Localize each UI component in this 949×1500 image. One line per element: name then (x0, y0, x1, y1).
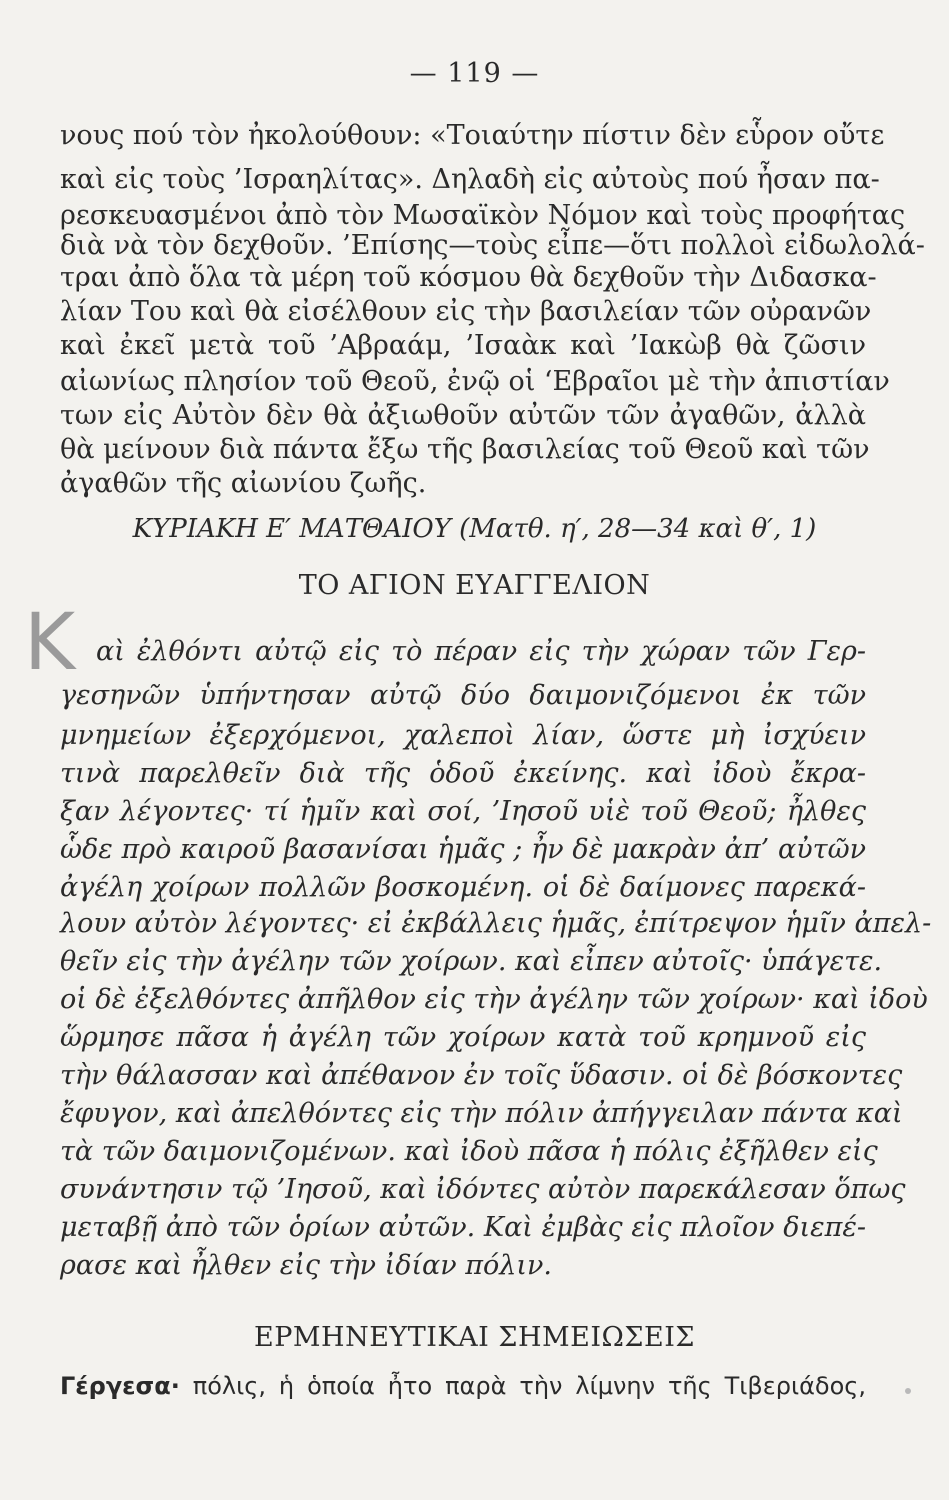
paper-speck (905, 1388, 911, 1394)
drop-cap: Κ (24, 598, 76, 688)
text-line: συνάντησιν τῷ ’Ιησοῦ, καὶ ἰδόντες αὐτὸν παρεκάλεσαν ὅπως (60, 1174, 906, 1205)
note-term: Γέργεσα· (60, 1372, 180, 1400)
text-line: ρασε καὶ ἦλθεν εἰς τὴν ἰδίαν πόλιν. (60, 1250, 552, 1281)
page-number: — 119 — (409, 58, 540, 89)
text-line: τὰ τῶν δαιμονιζομένων. καὶ ἰδοὺ πᾶσα ἡ πόλις ἐξῆλθεν εἰς (60, 1136, 878, 1167)
text-line: γεσηνῶν ὑπήντησαν αὐτῷ δύο δαιμονιζόμενοι ἐκ τῶν (60, 680, 866, 711)
note-text: πόλις, ἡ ὁποία ἦτο παρὰ τὴν λίμνην τῆς Τιβεριάδος, (192, 1372, 866, 1400)
text-line: ἀγαθῶν τῆς αἰωνίου ζωῆς. (60, 468, 427, 499)
text-line: μεταβῇ ἀπὸ τῶν ὁρίων αὐτῶν. Καὶ ἐμβὰς εἰς πλοῖον διεπέ- (60, 1212, 866, 1243)
text-line: των εἰς Αὐτὸν δὲν θὰ ἀξιωθοῦν αὐτῶν τῶν ἀγαθῶν, ἀλλὰ (60, 400, 866, 431)
text-line: ξαν λέγοντες· τί ἡμῖν καὶ σοί, ’Ιησοῦ υἱὲ τοῦ Θεοῦ; ἦλθες (60, 796, 866, 827)
text-line: καὶ εἰς τοὺς ’Ισραηλίτας». Δηλαδὴ εἰς αὐτοὺς πού ἦσαν πα- (60, 164, 880, 195)
text-line: ὧδε πρὸ καιροῦ βασανίσαι ἡμᾶς ; ἦν δὲ μακρὰν ἀπ’ αὐτῶν (60, 834, 866, 865)
gospel-heading: ΤΟ ΑΓΙΟΝ ΕΥΑΓΓΕΛΙΟΝ (298, 570, 651, 601)
text-line: ἔφυγον, καὶ ἀπελθόντες εἰς τὴν πόλιν ἀπήγγειλαν πάντα καὶ (60, 1098, 903, 1129)
text-line: αὶ ἐλθόντι αὐτῷ εἰς τὸ πέραν εἰς τὴν χώραν τῶν Γερ- (96, 636, 866, 667)
text-line: λίαν Του καὶ θὰ εἰσέλθουν εἰς τὴν βασιλείαν τῶν οὐρανῶν (60, 296, 872, 327)
sunday-heading: ΚΥΡΙΑΚΗ Ε′ ΜΑΤΘΑΙΟΥ (Ματθ. η′, 28—34 καὶ θ′, 1) (132, 514, 817, 544)
notes-heading: ΕΡΜΗΝΕΥΤΙΚΑΙ ΣΗΜΕΙΩΣΕΙΣ (254, 1322, 695, 1353)
text-line: λουν αὐτὸν λέγοντες· εἰ ἐκβάλλεις ἡμᾶς, ἐπίτρεψον ἡμῖν ἀπελ- (60, 908, 932, 939)
text-line: αἰωνίως πλησίον τοῦ Θεοῦ, ἐνῷ οἱ ‘Εβραῖοι μὲ τὴν ἀπιστίαν (60, 366, 890, 397)
text-line: θεῖν εἰς τὴν ἀγέλην τῶν χοίρων. καὶ εἶπεν αὐτοῖς· ὑπάγετε. (60, 946, 883, 977)
text-line: τραι ἀπὸ ὅλα τὰ μέρη τοῦ κόσμου θὰ δεχθοῦν τὴν Διδασκα- (60, 262, 877, 293)
text-line: τινὰ παρελθεῖν διὰ τῆς ὁδοῦ ἐκείνης. καὶ ἰδοὺ ἔκρα- (60, 758, 866, 789)
text-line: ἀγέλη χοίρων πολλῶν βοσκομένη. οἱ δὲ δαίμονες παρεκά- (60, 872, 866, 903)
text-line: ρεσκευασμένοι ἀπὸ τὸν Μωσαϊκὸν Νόμον καὶ τοὺς προφήτας (60, 200, 906, 231)
text-line: οἱ δὲ ἐξελθόντες ἀπῆλθον εἰς τὴν ἀγέλην τῶν χοίρων· καὶ ἰδοὺ (60, 984, 928, 1015)
text-line: ὥρμησε πᾶσα ἡ ἀγέλη τῶν χοίρων κατὰ τοῦ κρημνοῦ εἰς (60, 1022, 866, 1053)
note-entry (60, 1368, 866, 1404)
text-line: μνημείων ἐξερχόμενοι, χαλεποὶ λίαν, ὥστε μὴ ἰσχύειν (60, 720, 866, 751)
text-line: διὰ νὰ τὸν δεχθοῦν. ’Επίσης—τοὺς εἶπε—ὅτι πολλοὶ εἰδωλολά- (60, 230, 925, 261)
text-line: νους πού τὸν ἠκολούθουν: «Τοιαύτην πίστιν δὲν εὗρον οὔτε (60, 120, 885, 151)
text-line: καὶ ἐκεῖ μετὰ τοῦ ’Αβραάμ, ’Ισαὰκ καὶ ’Ιακὼβ θὰ ζῶσιν (60, 330, 866, 361)
text-line: τὴν θάλασσαν καὶ ἀπέθανον ἐν τοῖς ὕδασιν. οἱ δὲ βόσκοντες (60, 1060, 903, 1091)
text-line: θὰ μείνουν διὰ πάντα ἔξω τῆς βασιλείας τοῦ Θεοῦ καὶ τῶν (60, 434, 870, 465)
